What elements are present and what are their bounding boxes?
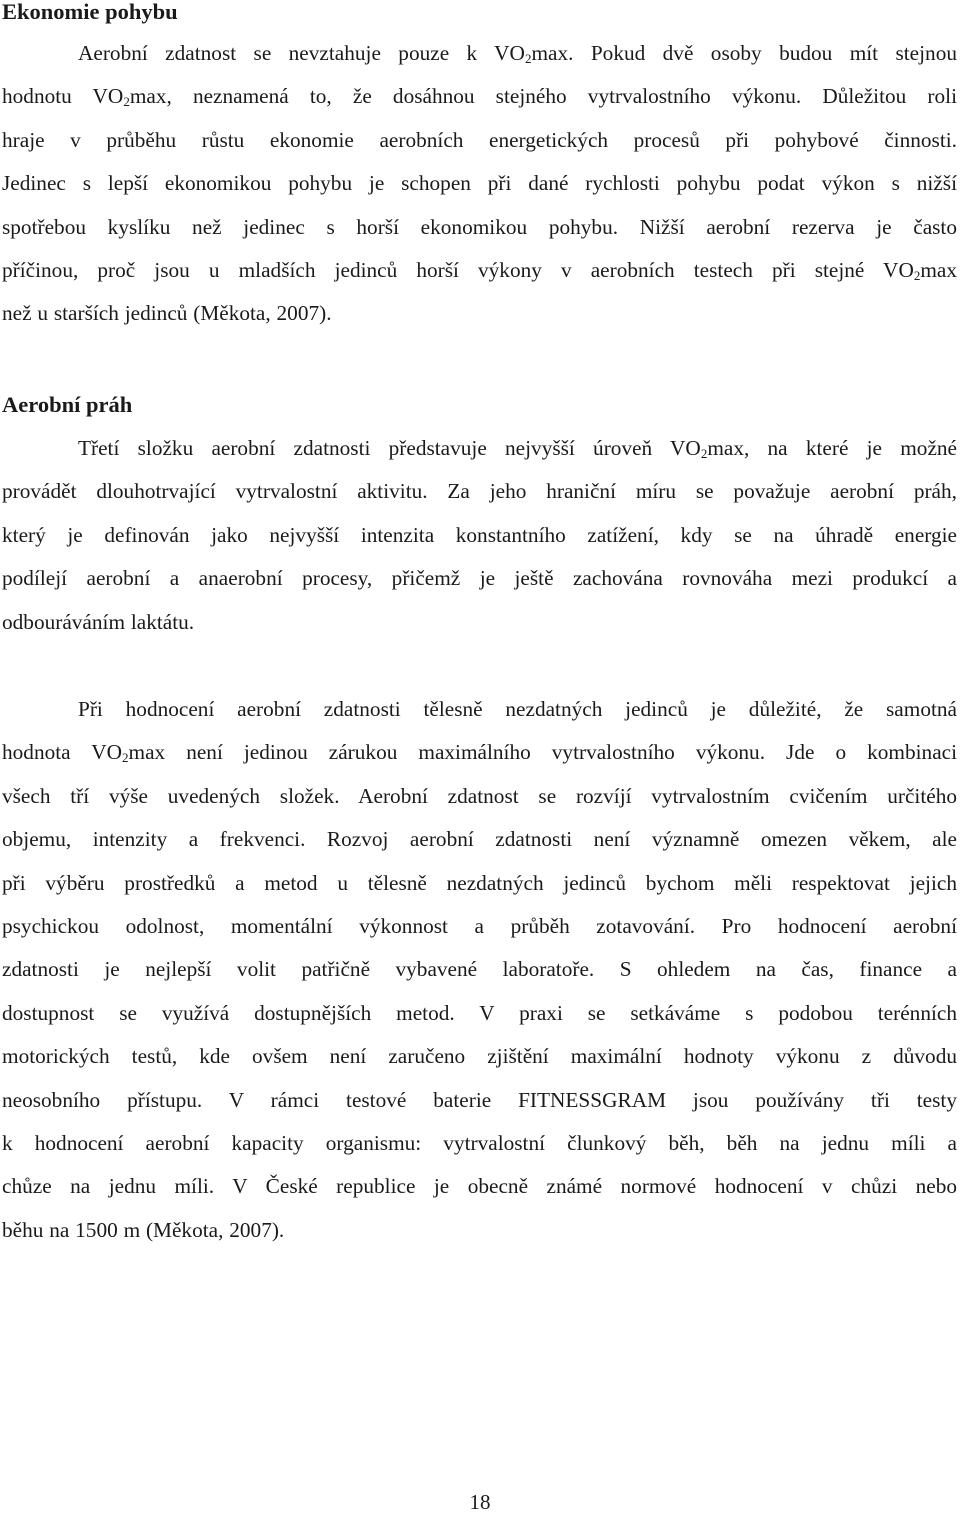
text-run: max, na které je možné <box>707 436 957 460</box>
text-run: psychickou odolnost, momentální výkonnost a průběh zotavování. Pro hodnocení aerobní <box>2 913 957 938</box>
text-line <box>2 1165 957 1208</box>
text-line <box>2 249 957 292</box>
text-line <box>2 1035 957 1078</box>
subscript: 2 <box>913 267 921 283</box>
text-run: provádět dlouhotrvající vytrvalostní aktivitu. Za jeho hraniční míru se považuje aerobní práh, <box>2 479 957 504</box>
text-line <box>2 514 957 557</box>
text-line <box>2 688 957 731</box>
subscript: 2 <box>122 750 129 766</box>
subscript: 2 <box>700 446 708 461</box>
text-run: který je definován jako nejvyšší intenzita konstantního zatížení, kdy se na úhradě energie <box>2 522 957 547</box>
text-run: odbouráváním laktátu. <box>2 609 195 634</box>
text-run: než u starších jedinců (Měkota, 2007). <box>2 301 332 326</box>
heading-ekonomie-pohybu: Ekonomie pohybu <box>2 0 178 24</box>
text-run: k hodnocení aerobní kapacity organismu: vytrvalostní člunkový běh, běh na jednu míli a <box>2 1130 957 1155</box>
text-run: motorických testů, kde ovšem není zaručeno zjištění maximální hodnoty výkonu z důvodu <box>2 1044 957 1069</box>
text-line <box>2 1209 957 1252</box>
text-line <box>2 862 957 905</box>
paragraph-aerobni-prah <box>2 427 957 644</box>
text-line <box>2 557 957 600</box>
text-line <box>2 75 957 118</box>
text-run: max. Pokud dvě osoby budou mít stejnou <box>531 41 957 65</box>
text-line <box>2 992 957 1035</box>
text-run: běhu na 1500 m (Měkota, 2007). <box>2 1217 285 1242</box>
text-line <box>2 32 957 75</box>
text-line <box>2 775 957 818</box>
text-line <box>2 427 957 470</box>
text-line <box>2 905 957 948</box>
text-run: neosobního přístupu. V rámci testové baterie FITNESSGRAM jsou používány tři testy <box>2 1087 957 1112</box>
text-line <box>2 292 957 335</box>
text-line <box>2 601 957 644</box>
text-run: spotřebou kyslíku než jedinec s horší ekonomikou pohybu. Nižší aerobní rezerva je často <box>2 214 957 239</box>
text-run: příčinou, proč jsou u mladších jedinců horší výkony v aerobních testech při stejné VO <box>2 257 914 282</box>
text-line <box>2 1079 957 1122</box>
text-line <box>2 162 957 205</box>
text-run: max <box>920 257 957 282</box>
text-line <box>2 1122 957 1165</box>
text-run: hodnota VO <box>2 740 123 765</box>
text-run: dostupnost se využívá dostupnějších metod. V praxi se setkáváme s podobou terénních <box>2 1000 957 1025</box>
text-line <box>2 818 957 861</box>
text-line <box>2 206 957 249</box>
text-run: Při hodnocení aerobní zdatnosti tělesně nezdatných jedinců je důležité, že samotná <box>78 697 957 721</box>
text-run: Aerobní zdatnost se nevztahuje pouze k VO <box>78 41 525 65</box>
heading-aerobni-prah: Aerobní práh <box>2 392 133 417</box>
subscript: 2 <box>524 51 532 66</box>
text-run: max není jedinou zárukou maximálního vytrvalostního výkonu. Jde o kombinaci <box>128 740 957 765</box>
text-line <box>2 948 957 991</box>
text-line <box>2 731 957 774</box>
text-run: hraje v průběhu růstu ekonomie aerobních energetických procesů při pohybové činnosti. <box>2 127 957 152</box>
text-run: objemu, intenzity a frekvenci. Rozvoj aerobní zdatnosti není významně omezen věkem, ale <box>2 827 957 852</box>
text-run: Třetí složku aerobní zdatnosti představuje nejvyšší úroveň VO <box>78 436 701 460</box>
text-run: všech tří výše uvedených složek. Aerobní zdatnost se rozvíjí vytrvalostním cvičením určitého <box>2 783 957 808</box>
subscript: 2 <box>123 94 130 110</box>
text-run: podílejí aerobní a anaerobní procesy, přičemž je ještě zachována rovnováha mezi produkcí a <box>2 566 957 591</box>
page-number: 18 <box>469 1490 491 1514</box>
paragraph-ekonomie-pohybu <box>2 32 957 336</box>
text-run: zdatnosti je nejlepší volit patřičně vybavené laboratoře. S ohledem na čas, finance a <box>2 957 957 982</box>
text-run: Jedinec s lepší ekonomikou pohybu je schopen při dané rychlosti pohybu podat výkon s nižší <box>2 171 957 196</box>
text-line <box>2 119 957 162</box>
paragraph-hodnoceni-aerobni-zdatnosti <box>2 688 957 1252</box>
text-run: max, neznamená to, že dosáhnou stejného vytrvalostního výkonu. Důležitou roli <box>129 84 957 109</box>
text-line <box>2 470 957 513</box>
text-run: hodnotu VO <box>2 84 124 109</box>
text-run: chůze na jednu míli. V České republice je obecně známé normové hodnocení v chůzi nebo <box>2 1174 957 1199</box>
text-run: při výběru prostředků a metod u tělesně nezdatných jedinců bychom měli respektovat jejich <box>2 870 957 895</box>
